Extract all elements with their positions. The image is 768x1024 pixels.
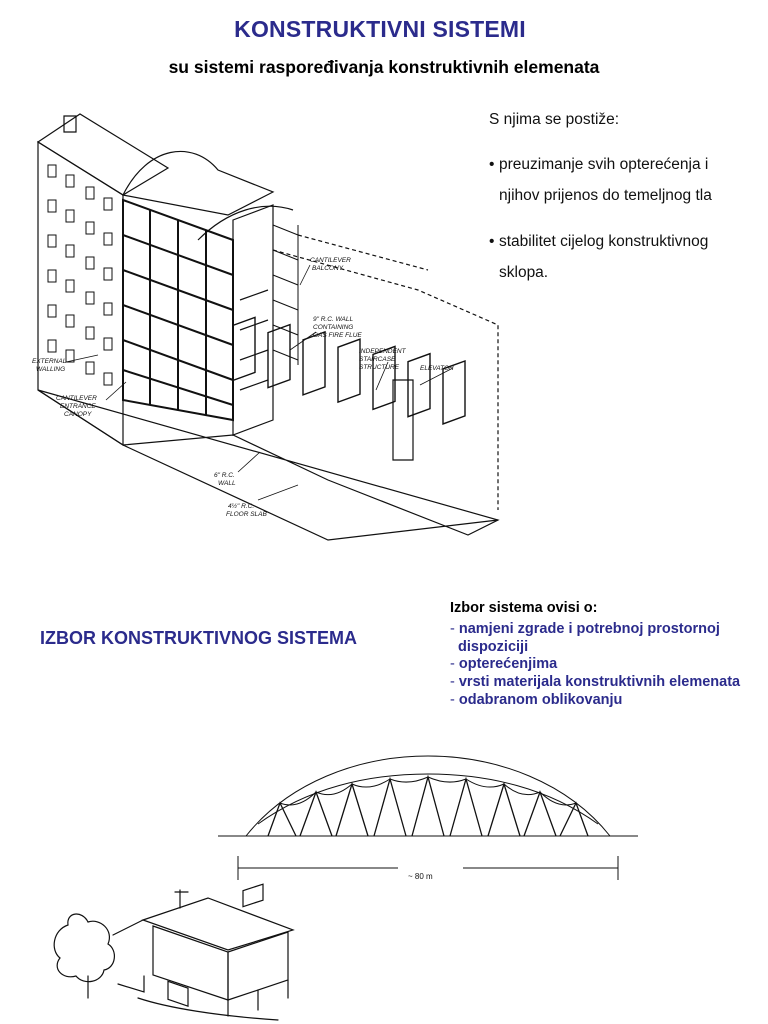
bullet-line: preuzimanje svih opterećenja i [499,156,709,173]
svg-text:INDEPENDENTSTAIRCASESTRUCTURE [359,348,407,371]
bullet-dot: • [489,233,495,250]
label-rc-wall6-1: 6" R.C. [214,472,235,479]
bullet-dot: • [489,156,495,173]
label-staircase-1: INDEPENDENT [359,348,406,355]
page-subtitle: su sistemi raspoređivanja konstruktivnih elemenata [168,57,600,77]
factor-text: vrsti materijala konstruktivnih elemenata [458,674,741,690]
factor-text: dispoziciji [458,639,529,655]
factor-text: opterećenjima [458,656,558,672]
bullet-line: njihov prijenos do temeljnog tla [499,187,712,204]
dome-structure-drawing [218,748,638,888]
dome-dimension-label: ~ 80 m [408,872,433,881]
factor-item: - opterećenjima [450,656,558,672]
factor-text: namjeni zgrade i potrebnoj prostornoj [458,621,720,637]
page-title: KONSTRUKTIVNI SISTEMI [234,16,526,42]
label-floor-slab-1: 4½" R.C. [228,503,255,510]
intro-lead: S njima se postiže: [489,111,620,128]
svg-text:EXTERNALWALLING [32,358,67,373]
building-axonometric-drawing [28,100,508,565]
svg-text:6" R.C.WALL [214,472,236,487]
bullet-line: sklopa. [499,264,549,281]
factor-item [458,638,528,656]
svg-text:4½" R.C.FLOOR SLAB [226,502,267,518]
label-staircase-3: STRUCTURE [359,364,400,371]
label-staircase-2: STAIRCASE [359,356,396,363]
label-floor-slab-2: FLOOR SLAB [226,511,267,518]
label-external-walling-2: WALLING [36,366,66,373]
label-rc-wall-3: GAS FIRE FLUE [313,332,362,339]
label-entrance-canopy-3: CANOPY [64,411,92,418]
factor-item: - odabranom oblikovanju [450,692,623,708]
svg-text:CANTILEVERENTRANCECANOPY [56,395,97,418]
label-entrance-canopy-2: ENTRANCE [60,403,96,410]
svg-text:CANTILEVERBALCONY [310,257,351,272]
house-sketch-drawing [48,880,298,1024]
factor-item: - namjeni zgrade i potrebnoj prostornoj [450,621,720,637]
section-title: IZBOR KONSTRUKTIVNOG SISTEMA [40,628,358,648]
factors-heading: Izbor sistema ovisi o: [450,600,598,616]
label-cantilever-balcony-2: BALCONY [312,265,344,272]
factor-text: odabranom oblikovanju [458,692,623,708]
bullet-item [489,226,708,288]
factor-item: - vrsti materijala konstruktivnih elemenata [450,674,741,690]
label-elevator: ELEVATOR [420,365,454,372]
label-rc-wall-1: 9" R.C. WALL [313,316,354,323]
label-cantilever-balcony-1: CANTILEVER [310,257,351,264]
label-rc-wall-2: CONTAINING [313,324,354,331]
bullet-item [489,149,712,211]
bullet-line: stabilitet cijelog konstruktivnog [499,233,709,250]
svg-text:9" R.C. WALLCONTAININGGAS FIRE [313,316,362,339]
label-rc-wall6-2: WALL [218,480,236,487]
label-entrance-canopy-1: CANTILEVER [56,395,97,402]
label-external-walling-1: EXTERNAL [32,358,67,365]
